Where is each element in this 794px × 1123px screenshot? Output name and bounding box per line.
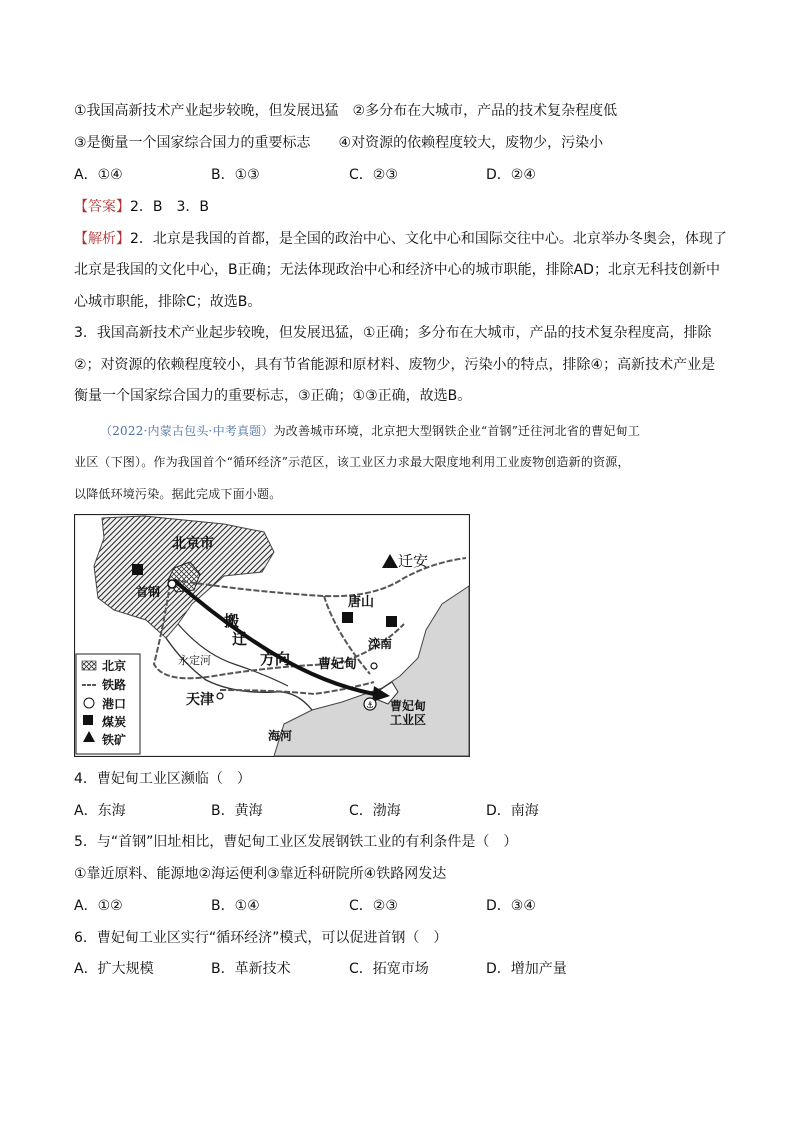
legend-beijing-label: 北京 — [102, 659, 127, 673]
intro-line-3: 以降低环境污染。据此完成下面小题。 — [74, 487, 282, 501]
analysis-line-4: 3．我国高新技术产业起步较晚，但发展迅猛，①正确；多分布在大城市，产品的技术复杂程度高，排除 — [74, 325, 712, 341]
coal-marker-luannan — [386, 616, 397, 627]
q6-stem: 6．曹妃甸工业区实行“循环经济”模式，可以促进首钢（ ） — [74, 930, 448, 946]
analysis-line-2: 北京是我国的文化中心，B正确；无法体现政治中心和经济中心的城市职能，排除AD；北京无科技创新中 — [74, 262, 720, 278]
answer-row — [74, 197, 209, 217]
legend-beijing-swatch — [82, 661, 96, 670]
q4-option-c: C．渤海 — [349, 803, 401, 819]
analysis-line-3: 心城市职能，排除C；故选B。 — [74, 294, 262, 310]
q5-options — [74, 896, 536, 916]
q6-option-b: B．革新技术 — [211, 961, 291, 977]
q5-stem: 5．与“首钢”旧址相比，曹妃甸工业区发展钢铁工业的有利条件是（ ） — [74, 834, 518, 850]
q5-option-c: C．②③ — [349, 898, 398, 914]
question-source: （2022·内蒙古包头·中考真题） — [100, 424, 274, 438]
answer-label: 【答案】 — [74, 199, 130, 215]
label-caofeidian: 曹妃甸 — [318, 657, 358, 672]
q3-option-c: C．②③ — [349, 167, 398, 183]
q3-option-d: D．②④ — [486, 167, 536, 183]
q5-option-d: D．③④ — [486, 898, 536, 914]
label-luannan: 滦南 — [368, 637, 393, 651]
q3-option-a: A．①④ — [74, 167, 123, 183]
label-shougang: 首钢 — [136, 585, 161, 599]
legend-port-swatch — [84, 698, 94, 708]
q4-option-a: A．东海 — [74, 803, 126, 819]
q3-options — [74, 165, 536, 185]
shougang-marker — [168, 580, 176, 588]
label-yongdinghe: 永定河 — [178, 654, 211, 667]
analysis-line-6: 衡量一个国家综合国力的重要标志，③正确；①③正确，故选B。 — [74, 388, 472, 404]
q5-option-b: B．①④ — [211, 898, 260, 914]
intro-text-1: 为改善城市环境，北京把大型钢铁企业“首钢”迁往河北省的曹妃甸工 — [273, 424, 641, 438]
map-legend — [76, 654, 140, 754]
coal-marker-tangshan — [342, 612, 353, 623]
port-anchor-icon: ⚓ — [365, 701, 375, 711]
q3-statement-line-2: ③是衡量一个国家综合国力的重要标志 ④对资源的依赖程度较大，废物少，污染小 — [74, 135, 604, 151]
q3-statement-line-1: ①我国高新技术产业起步较晚，但发展迅猛 ②多分布在大城市，产品的技术复杂程度低 — [74, 103, 618, 119]
q5-option-a: A．①② — [74, 898, 123, 914]
legend-iron-label: 铁矿 — [102, 733, 127, 747]
q4-option-b: B．黄海 — [211, 803, 263, 819]
legend-coal-swatch — [83, 715, 93, 725]
label-caofeidian-zone-1: 曹妃甸 — [390, 699, 427, 713]
q6-option-c: C．拓宽市场 — [349, 961, 429, 977]
q5-statements: ①靠近原料、能源地②海运便利③靠近科研院所④铁路网发达 — [74, 866, 447, 882]
label-tianjin: 天津 — [186, 692, 214, 708]
label-caofeidian-zone-2: 工业区 — [390, 713, 427, 727]
label-move-1: 搬 — [224, 612, 240, 630]
caofeidian-map — [74, 514, 470, 757]
analysis-line-5: ②；对资源的依赖程度较小，具有节省能源和原材料、废物少，污染小的特点，排除④；高新技术产业是 — [74, 357, 716, 373]
intro-line-1 — [100, 421, 640, 441]
analysis-text-1: 2．北京是我国的首都，是全国的政治中心、文化中心和国际交往中心。北京举办冬奥会，体现了 — [130, 231, 727, 247]
q4-option-d: D．南海 — [486, 803, 539, 819]
q6-options — [74, 959, 567, 979]
intro-line-2: 业区（下图）。作为我国首个“循环经济”示范区，该工业区力求最大限度地利用工业废物创造新的资源， — [74, 455, 630, 469]
label-tangshan: 唐山 — [348, 595, 375, 610]
label-haihe: 海河 — [268, 729, 293, 743]
q4-options — [74, 801, 539, 821]
answer-text: 2．B 3．B — [130, 199, 210, 215]
q6-option-a: A．扩大规模 — [74, 961, 154, 977]
tianjin-marker — [217, 693, 223, 699]
caofeidian-town-marker — [371, 663, 377, 669]
label-beijing-city: 北京市 — [172, 536, 214, 552]
q4-stem: 4．曹妃甸工业区濒临（ ） — [74, 771, 251, 787]
legend-port-label: 港口 — [102, 697, 127, 711]
label-move-3: 方向 — [260, 650, 291, 668]
q6-option-d: D．增加产量 — [486, 961, 567, 977]
analysis-label: 【解析】 — [74, 231, 130, 247]
q3-option-b: B．①③ — [211, 167, 260, 183]
label-qianan: 迁安 — [398, 552, 429, 570]
coal-marker-beijing — [132, 564, 143, 575]
legend-coal-label: 煤炭 — [102, 715, 127, 729]
analysis-line-1 — [74, 229, 727, 249]
label-move-2: 迁 — [232, 630, 248, 648]
legend-railway-label: 铁路 — [102, 678, 127, 692]
